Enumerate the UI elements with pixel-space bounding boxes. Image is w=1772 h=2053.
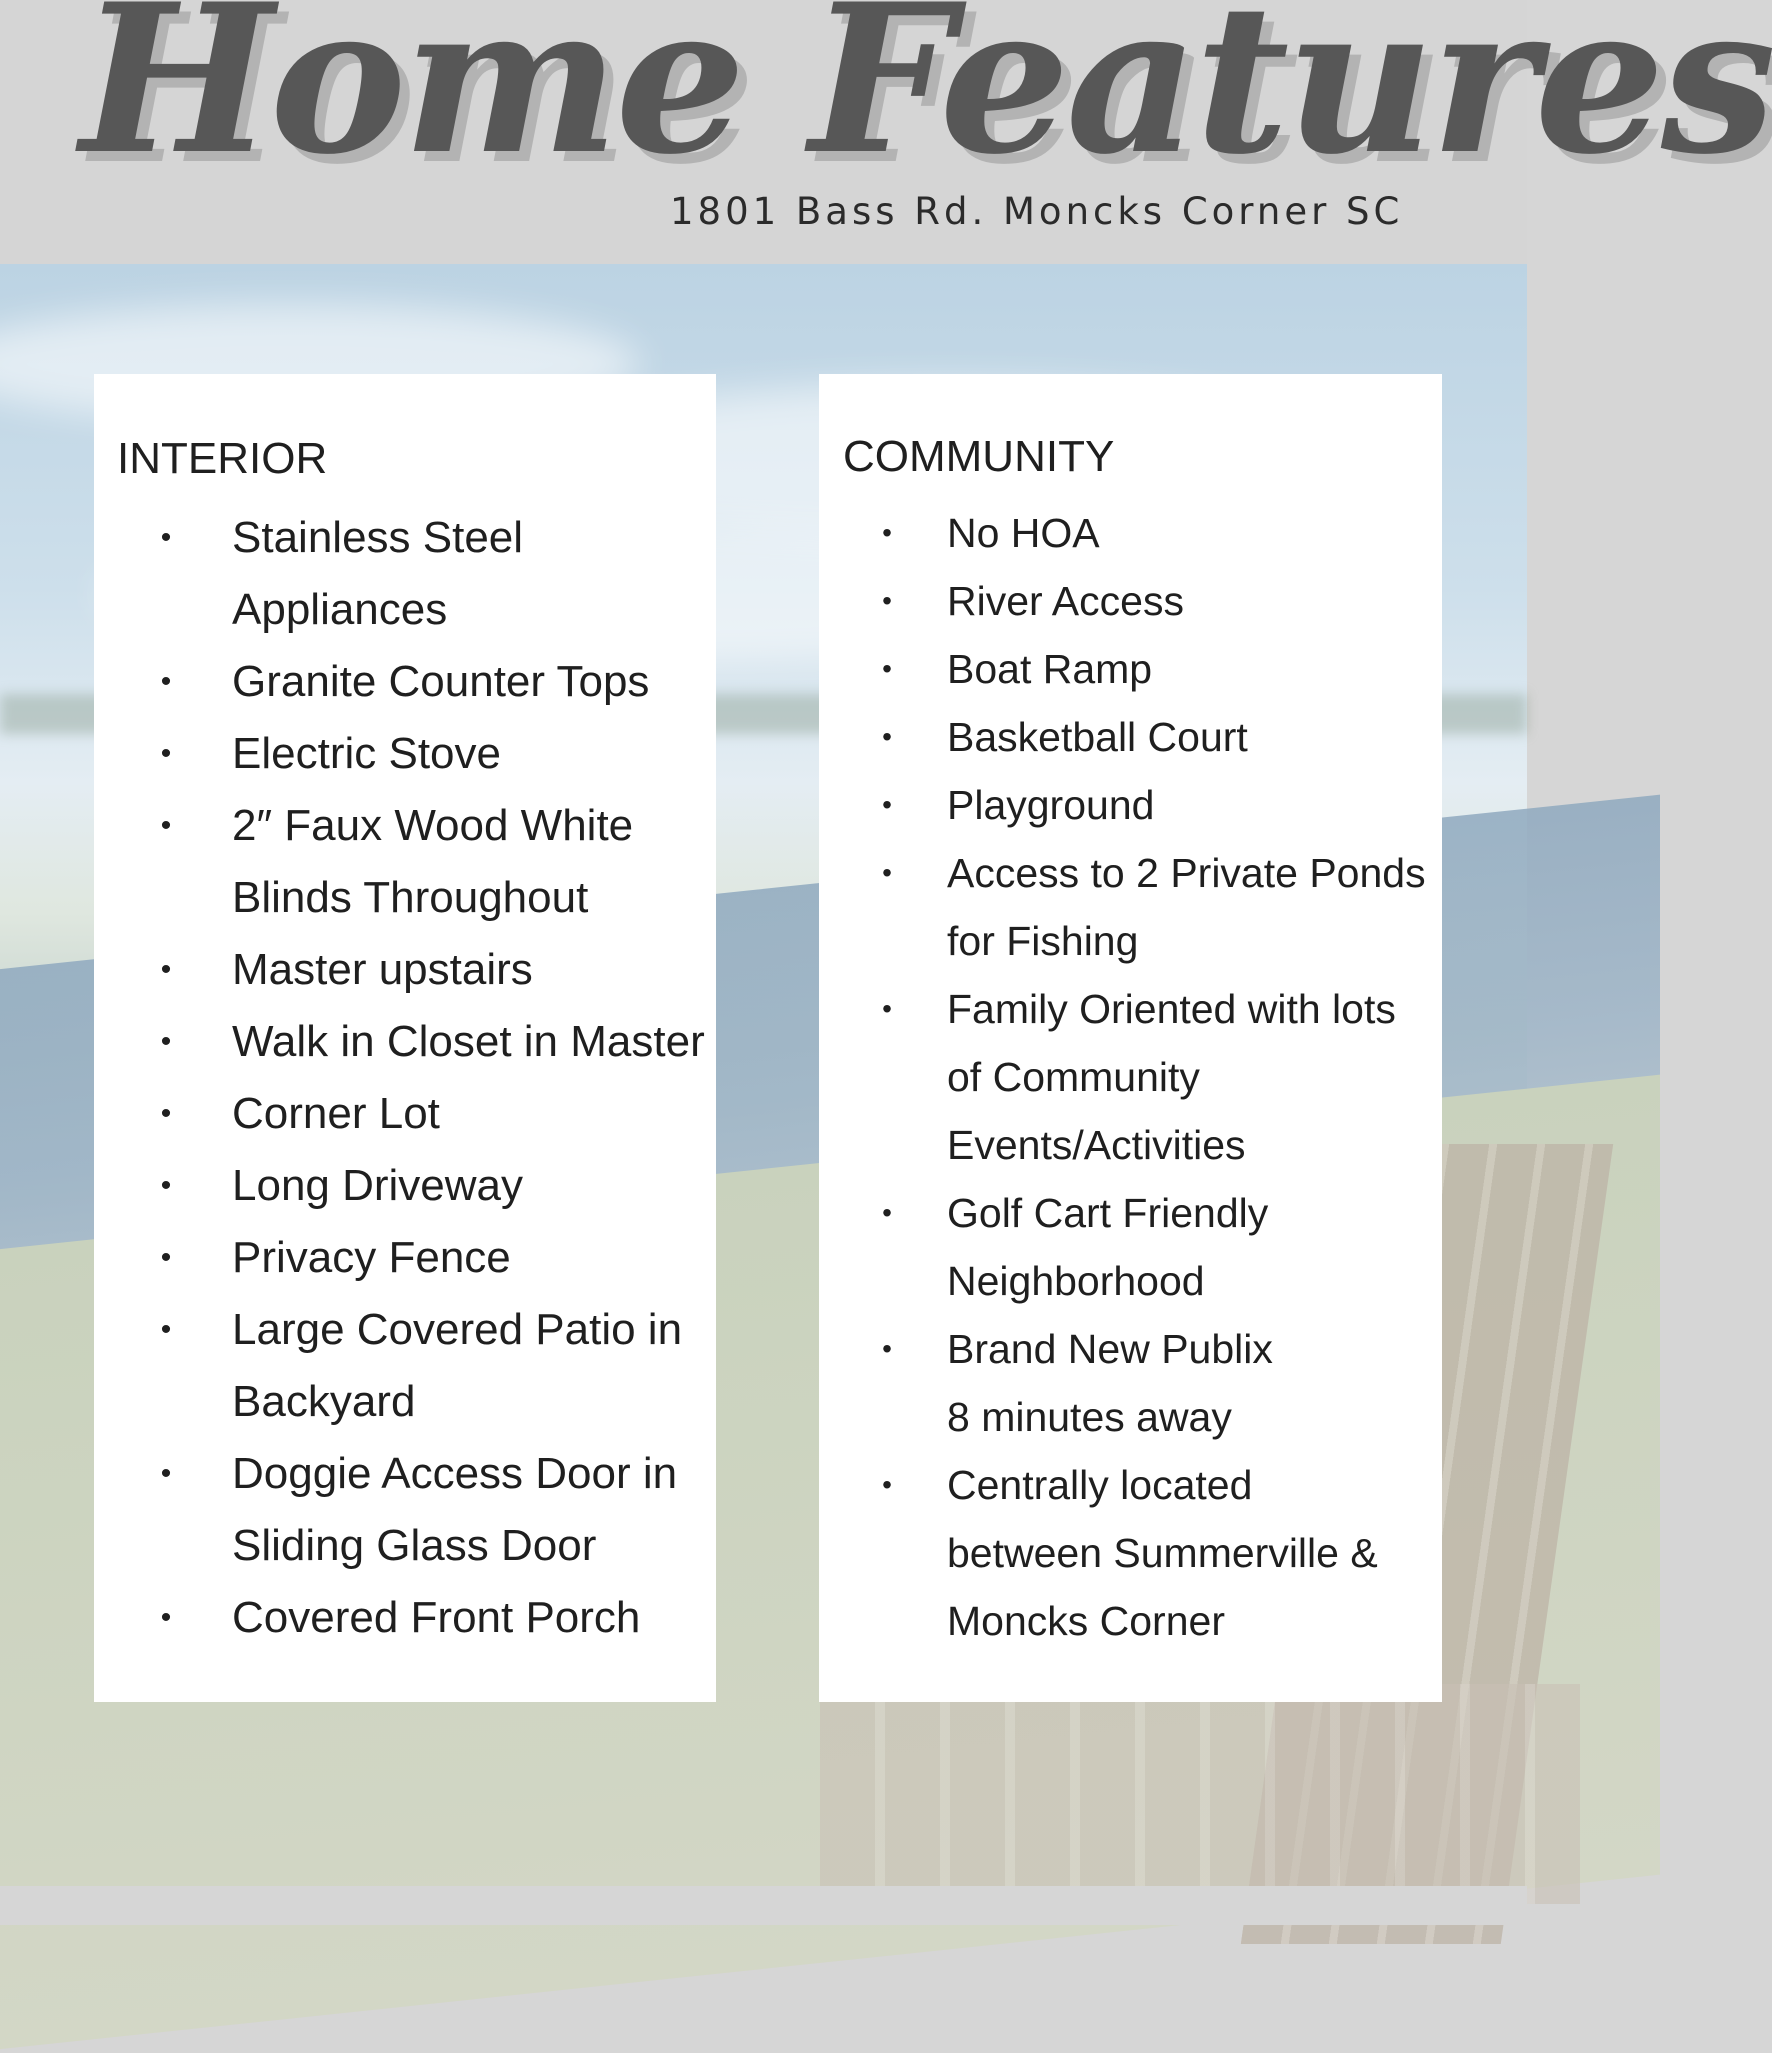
bullet-icon: • bbox=[160, 1313, 172, 1346]
community-feature-text: Access to 2 Private Ponds bbox=[947, 850, 1426, 896]
interior-feature-text: Doggie Access Door in bbox=[232, 1449, 678, 1498]
interior-feature-item bbox=[154, 1222, 714, 1294]
bullet-icon: • bbox=[882, 517, 892, 548]
interior-feature-text: Long Driveway bbox=[232, 1161, 524, 1210]
bullet-icon: • bbox=[160, 737, 172, 770]
bullet-icon: • bbox=[160, 1025, 172, 1058]
bullet-icon: • bbox=[160, 665, 172, 698]
community-feature-list bbox=[875, 499, 1435, 1655]
bullet-icon: • bbox=[160, 1169, 172, 1202]
interior-feature-text: Blinds Throughout bbox=[232, 873, 589, 922]
bullet-icon: • bbox=[160, 1241, 172, 1274]
bullet-icon: • bbox=[882, 585, 892, 616]
interior-feature-item bbox=[154, 1150, 714, 1222]
interior-feature-text: Granite Counter Tops bbox=[232, 657, 650, 706]
interior-feature-text: Master upstairs bbox=[232, 945, 533, 994]
bullet-icon: • bbox=[882, 653, 892, 684]
interior-feature-text: Backyard bbox=[232, 1377, 416, 1426]
community-heading: COMMUNITY bbox=[843, 432, 1115, 481]
community-feature-text: Events/Activities bbox=[947, 1122, 1246, 1168]
community-feature-item bbox=[875, 1179, 1435, 1315]
community-card bbox=[819, 374, 1442, 1702]
page-title: Home Features bbox=[80, 0, 1772, 200]
bullet-icon: • bbox=[160, 521, 172, 554]
community-feature-item bbox=[875, 1315, 1435, 1451]
interior-feature-text: Stainless Steel bbox=[232, 513, 524, 562]
bullet-icon: • bbox=[160, 1097, 172, 1130]
interior-feature-text: Appliances bbox=[232, 585, 448, 634]
bullet-icon: • bbox=[160, 953, 172, 986]
community-feature-text: between Summerville & bbox=[947, 1530, 1378, 1576]
bullet-icon: • bbox=[882, 1333, 892, 1364]
footer-band bbox=[0, 1886, 1527, 1925]
interior-feature-item bbox=[154, 646, 714, 718]
interior-feature-item bbox=[154, 1294, 714, 1438]
community-feature-text: No HOA bbox=[947, 510, 1100, 556]
interior-feature-text: Privacy Fence bbox=[232, 1233, 511, 1282]
interior-heading: INTERIOR bbox=[117, 434, 328, 483]
interior-feature-list bbox=[154, 502, 714, 1654]
bullet-icon: • bbox=[882, 721, 892, 752]
community-feature-text: Brand New Publix bbox=[947, 1326, 1273, 1372]
community-feature-item bbox=[875, 839, 1435, 975]
bullet-icon: • bbox=[882, 993, 892, 1024]
community-feature-item bbox=[875, 567, 1435, 635]
community-feature-item bbox=[875, 1451, 1435, 1655]
community-feature-text: Playground bbox=[947, 782, 1155, 828]
community-feature-text: Neighborhood bbox=[947, 1258, 1205, 1304]
interior-feature-item bbox=[154, 1582, 714, 1654]
interior-feature-text: Large Covered Patio in bbox=[232, 1305, 683, 1354]
community-feature-item bbox=[875, 635, 1435, 703]
interior-feature-text: Corner Lot bbox=[232, 1089, 440, 1138]
community-feature-text: Family Oriented with lots bbox=[947, 986, 1396, 1032]
community-feature-text: Moncks Corner bbox=[947, 1598, 1225, 1644]
bullet-icon: • bbox=[882, 789, 892, 820]
community-feature-text: Centrally located bbox=[947, 1462, 1253, 1508]
community-feature-item bbox=[875, 771, 1435, 839]
interior-feature-item bbox=[154, 1078, 714, 1150]
bullet-icon: • bbox=[882, 1469, 892, 1500]
community-feature-text: 8 minutes away bbox=[947, 1394, 1232, 1440]
interior-feature-item bbox=[154, 1006, 714, 1078]
interior-feature-text: Sliding Glass Door bbox=[232, 1521, 597, 1570]
interior-card bbox=[94, 374, 716, 1702]
bullet-icon: • bbox=[160, 1601, 172, 1634]
community-feature-item bbox=[875, 499, 1435, 567]
bullet-icon: • bbox=[160, 1457, 172, 1490]
interior-feature-item bbox=[154, 790, 714, 934]
interior-feature-item bbox=[154, 718, 714, 790]
property-address: 1801 Bass Rd. Moncks Corner SC bbox=[670, 190, 1404, 233]
community-feature-text: Golf Cart Friendly bbox=[947, 1190, 1269, 1236]
community-feature-text: River Access bbox=[947, 578, 1184, 624]
community-feature-text: Basketball Court bbox=[947, 714, 1248, 760]
bullet-icon: • bbox=[882, 857, 892, 888]
interior-feature-item bbox=[154, 502, 714, 646]
community-feature-text: for Fishing bbox=[947, 918, 1139, 964]
interior-feature-text: Electric Stove bbox=[232, 729, 501, 778]
bullet-icon: • bbox=[160, 809, 172, 842]
interior-feature-text: Covered Front Porch bbox=[232, 1593, 641, 1642]
interior-feature-item bbox=[154, 934, 714, 1006]
community-feature-text: of Community bbox=[947, 1054, 1200, 1100]
community-feature-item bbox=[875, 975, 1435, 1179]
interior-feature-text: 2″ Faux Wood White bbox=[232, 801, 634, 850]
interior-feature-text: Walk in Closet in Master bbox=[232, 1017, 705, 1066]
interior-feature-item bbox=[154, 1438, 714, 1582]
community-feature-item bbox=[875, 703, 1435, 771]
header-band bbox=[0, 0, 1772, 264]
bullet-icon: • bbox=[882, 1197, 892, 1228]
community-feature-text: Boat Ramp bbox=[947, 646, 1153, 692]
